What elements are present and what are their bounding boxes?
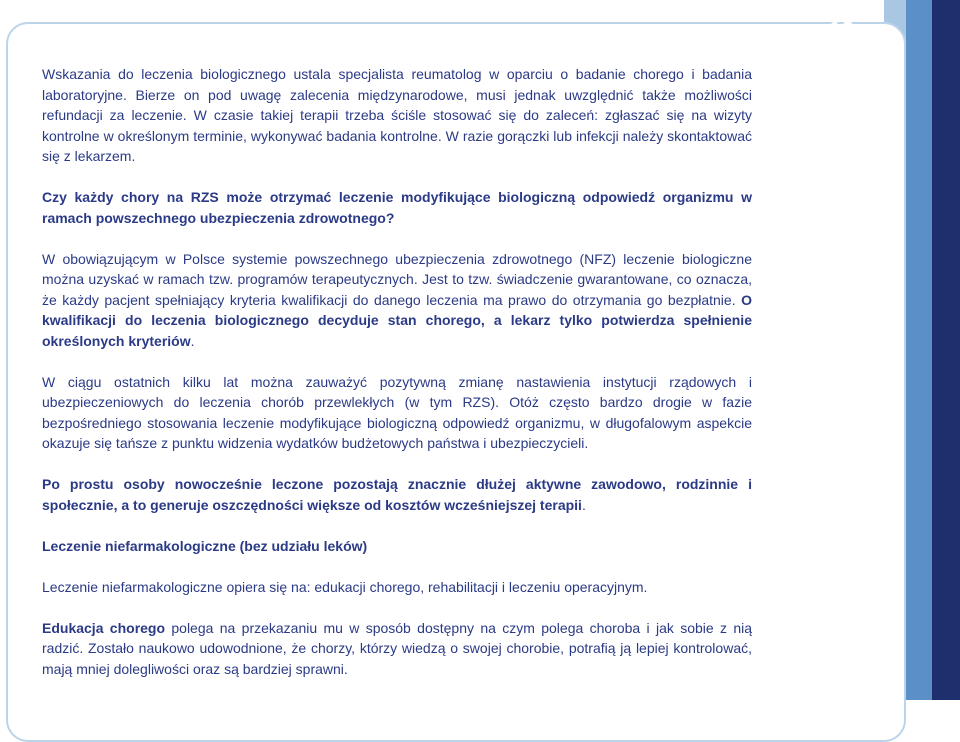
paragraph-education-bold: Edukacja chorego: [42, 619, 166, 636]
page-number: 10: [828, 16, 854, 49]
paragraph-indications: Wskazania do leczenia biologicznego ustala specjalista reumatolog w oparciu o badanie chorego i badania laboratoryjne. Bierze on pod uwagę zalecenia międzynarodowe, musi jednak uwzględnić także możliwości refundacji za leczenie. W czasie takiej terapii trzeba ściśle stosować się do zaleceń: zgłaszać się na wizyty kontrolne w określonym terminie, wykonywać badania kontrolne. W razie gorączki lub infekcji należy skontaktować się z lekarzem.: [42, 66, 752, 164]
decorative-stripe-mid: [906, 0, 932, 700]
question-text: Czy każdy chory na RZS może otrzymać leczenie modyfikujące biologiczną odpowiedź organizmu w ramach powszechnego ubezpieczenia zdrowotnego?: [42, 189, 752, 226]
paragraph-nonpharm: Leczenie niefarmakologiczne opiera się na: edukacji chorego, rehabilitacji i leczeniu operacyjnym.: [42, 578, 648, 595]
paragraph-savings: [42, 474, 752, 515]
question-heading: [42, 187, 752, 228]
paragraph-savings-bold: Po prostu osoby nowocześnie leczone pozostają znacznie dłużej aktywne zawodowo, rodzinnie i społecznie, a to generuje oszczędności większe od kosztów wcześniejszej terapii: [42, 476, 752, 513]
paragraph-education-text: polega na przekazaniu mu w sposób dostępny na czym polega choroba i jak sobie z nią radzić. Zostało naukowo udowodnione, że chorzy, którzy wiedzą o swojej chorobie, potrafią ją lepiej kontrolować, mają mniej dolegliwości oraz są bardziej sprawni.: [42, 619, 753, 677]
decorative-stripe-dark: [932, 0, 960, 700]
paragraph-nfz-text: W obowiązującym w Polsce systemie powszechnego ubezpieczenia zdrowotnego (NFZ) leczenie biologiczne można uzyskać w ramach tzw. programów terapeutycznych. Jest to tzw. świadczenie gwarantowane, co oznacza, że każdy pacjent spełniający kryteria kwalifikacji do danego leczenia ma prawo do otrzymania go bezpłatnie.: [42, 250, 752, 308]
paragraph-savings-end: .: [581, 496, 586, 513]
paragraph-nfz-end: .: [190, 332, 195, 349]
paragraph-nfz: [42, 249, 752, 352]
section-heading-text: Leczenie niefarmakologiczne (bez udziału leków): [42, 537, 368, 554]
section-heading: [42, 536, 752, 557]
paragraph-education: [42, 618, 752, 680]
paragraph-nfz-bold: O kwalifikacji do leczenia biologicznego decyduje stan chorego, a lekarz tylko potwierdza spełnienie określonych kryteriów: [42, 291, 752, 349]
paragraph-attitude: W ciągu ostatnich kilku lat można zauważyć pozytywną zmianę nastawienia instytucji rządowych i ubezpieczeniowych do leczenia chorób przewlekłych (w tym RZS). Otóż często bardzo drogie w fazie bezpośredniego stosowania leczenie modyfikujące biologiczną odpowiedź organizmu, w długofalowym aspekcie okazuje się tańsze z punktu widzenia wydatków budżetowych państwa i ubezpieczycieli.: [42, 373, 752, 451]
document-body: [42, 64, 752, 700]
